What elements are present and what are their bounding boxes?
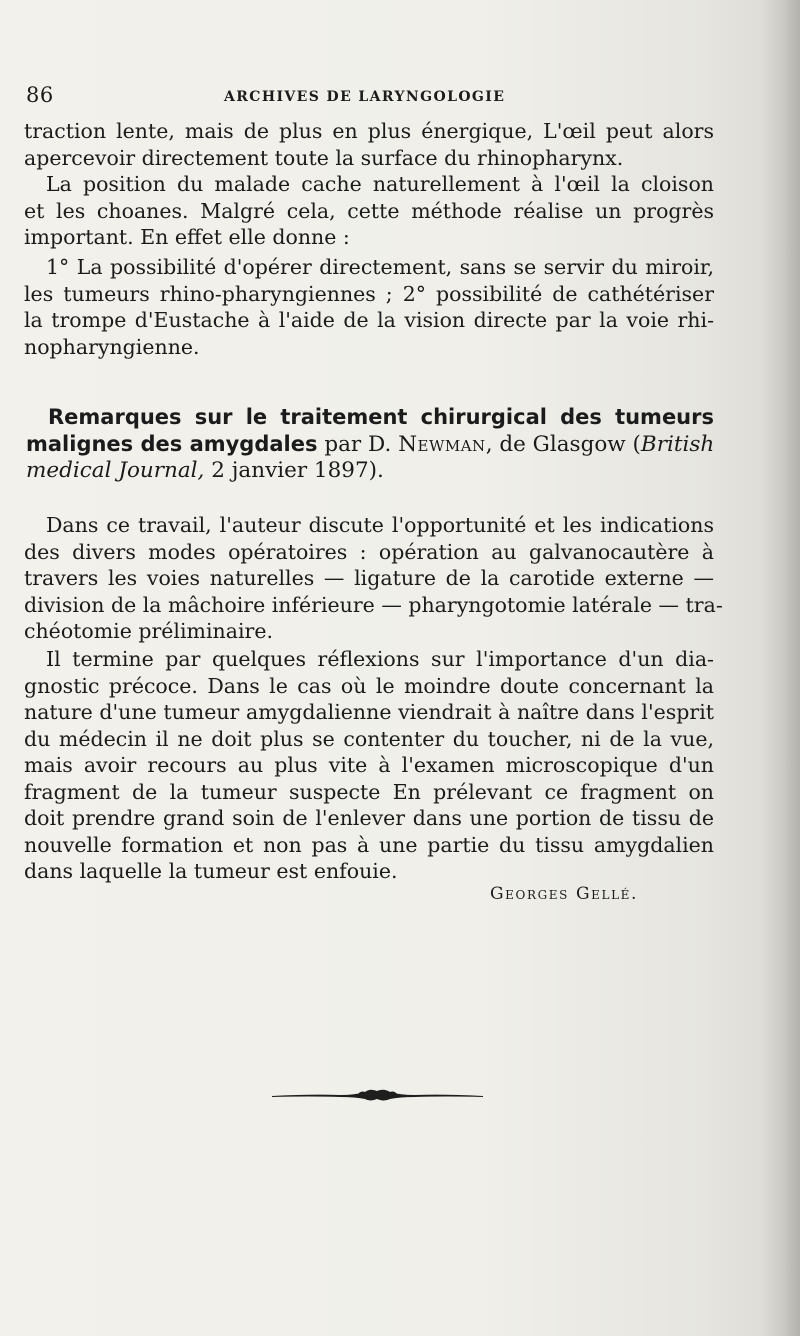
text-line: du médecin il ne doit plus se contenter du toucher, ni de la vue, (24, 726, 714, 751)
decorative-rule-ornament-icon (270, 1083, 485, 1105)
article-heading (26, 404, 714, 484)
text-line: Il termine par quelques réflexions sur l'importance d'un dia- (46, 647, 714, 671)
text-line: Dans ce travail, l'auteur discute l'opportunité et les indications (46, 513, 714, 537)
text-line: division de la mâchoire inférieure — pharyngotomie latérale — tra- (24, 592, 723, 617)
heading-title-part1: Remarques sur le traitement chirurgical des tumeurs (48, 405, 714, 429)
text-line: fragment de la tumeur suspecte En prélevant ce fragment on (24, 779, 714, 804)
text-line: la trompe d'Eustache à l'aide de la vision directe par la voie rhi- (24, 308, 714, 332)
body-paragraph-2 (24, 646, 714, 885)
heading-line-2 (26, 431, 714, 458)
text-line: apercevoir directement toute la surface du rhinopharynx. (24, 145, 624, 170)
heading-author: Newman (398, 431, 486, 457)
binding-shadow (760, 0, 800, 1336)
heading-line-1 (26, 404, 714, 431)
text-line: nature d'une tumeur amygdalienne viendrait à naître dans l'esprit (24, 700, 714, 724)
text-line: dans laquelle la tumeur est enfouie. (24, 859, 398, 883)
text-line: chéotomie préliminaire. (24, 619, 273, 643)
text-line: les tumeurs rhino-pharyngiennes ; 2° possibilité de cathétériser (24, 281, 714, 306)
heading-from: , de Glasgow ( (485, 431, 641, 457)
heading-date: 2 janvier 1897). (204, 458, 384, 483)
text-line: traction lente, mais de plus en plus énergique, L'œil peut alors (24, 119, 714, 143)
intro-paragraph (24, 118, 714, 171)
heading-title-part2: malignes des amygdales (26, 431, 318, 456)
page-number: 86 (26, 83, 54, 107)
page-header (26, 83, 716, 113)
text-line: travers les voies naturelles — ligature de la carotide externe — (24, 566, 714, 590)
text-line: important. En effet elle donne : (24, 225, 350, 249)
text-line: et les choanes. Malgré cela, cette méthode réalise un progrès (24, 198, 714, 223)
position-paragraph (24, 171, 714, 251)
text-line: nouvelle formation et non pas à une partie du tissu amygdalien (24, 832, 714, 857)
text-line: mais avoir recours au plus vite à l'examen microscopique d'un (24, 753, 714, 777)
author-signature: Georges Gellé. (490, 884, 639, 904)
text-line: gnostic précoce. Dans le cas où le moindre doute concernant la (24, 673, 714, 698)
text-line: doit prendre grand soin de l'enlever dans une portion de tissu de (24, 806, 714, 830)
heading-journal-part1: British (640, 431, 715, 457)
heading-journal-part2: medical Journal, (26, 458, 205, 483)
body-paragraph-1 (24, 512, 723, 645)
running-title: ARCHIVES DE LARYNGOLOGIE (224, 89, 506, 105)
text-line: nopharyngienne. (24, 334, 200, 359)
heading-line-3 (26, 457, 714, 484)
benefits-paragraph (24, 254, 714, 360)
text-line: 1° La possibilité d'opérer directement, sans se servir du miroir, (46, 255, 714, 279)
text-line: La position du malade cache naturellement à l'œil la cloison (46, 172, 714, 196)
text-line: des divers modes opératoires : opération au galvanocautère à (24, 539, 714, 564)
heading-by: par D. (324, 431, 392, 457)
